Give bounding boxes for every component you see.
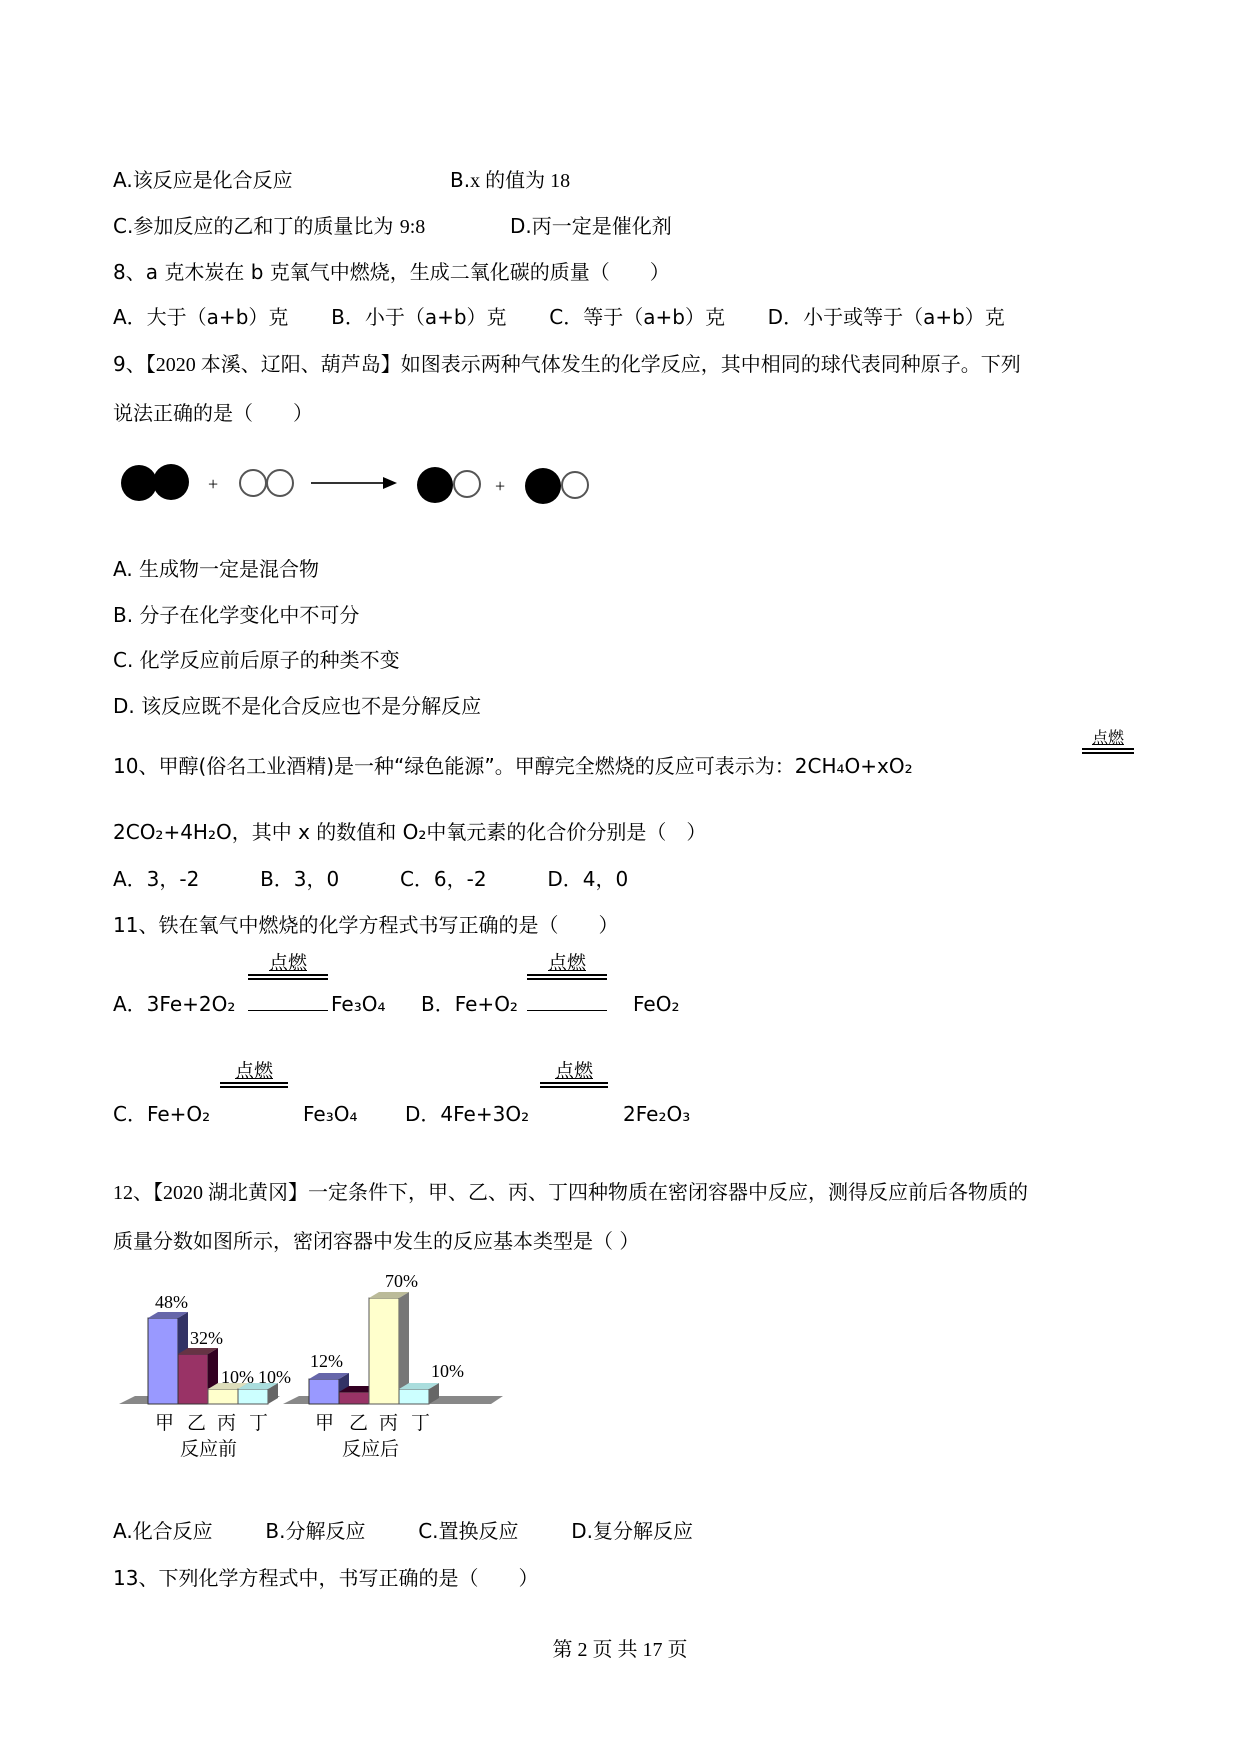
q8-option-d: D．小于或等于（a+b）克 bbox=[767, 305, 1005, 329]
category-label: 丁 bbox=[411, 1413, 431, 1434]
q8-option-a: A．大于（a+b）克 bbox=[113, 305, 289, 329]
q9-option-c: C. 化学反应前后原子的种类不变 bbox=[113, 648, 400, 672]
plus-sign: + bbox=[495, 476, 506, 496]
category-label: 丙 bbox=[379, 1413, 399, 1434]
q7-option-d: D.丙一定是催化剂 bbox=[510, 214, 672, 238]
q11-option-a-left: A．3Fe+2O₂ bbox=[113, 992, 236, 1016]
q7-option-a: A.该反应是化合反应 bbox=[113, 168, 293, 192]
white-atom bbox=[267, 470, 293, 496]
q11-option-b-product: FeO₂ bbox=[633, 992, 680, 1016]
value-label: 70% bbox=[385, 1271, 418, 1291]
q11-option-d-condition: 点燃 bbox=[540, 1060, 608, 1088]
q12-stem-line1: 12、【2020 湖北黄冈】一定条件下，甲、乙、丙、丁四种物质在密闭容器中反应，测得反应前后各物质的 bbox=[113, 1180, 1028, 1204]
q11-option-c-left: C．Fe+O₂ bbox=[113, 1102, 211, 1126]
molecule-reaction-diagram bbox=[113, 455, 593, 515]
value-label: 32% bbox=[190, 1328, 223, 1348]
q12-options bbox=[113, 1517, 693, 1545]
value-label: 10% bbox=[431, 1361, 464, 1381]
q8-options bbox=[113, 303, 1005, 331]
mass-fraction-bar-chart bbox=[115, 1262, 515, 1472]
q9-source: 【2020 本溪、辽阳、葫芦岛】 bbox=[145, 354, 401, 376]
q8-option-c: C．等于（a+b）克 bbox=[549, 305, 725, 329]
q11-option-d-left: D．4Fe+3O₂ bbox=[405, 1102, 530, 1126]
white-atom bbox=[454, 471, 480, 497]
q11-stem: 11、铁在氧气中燃烧的化学方程式书写正确的是（ ） bbox=[113, 913, 619, 937]
value-label: 48% bbox=[155, 1292, 188, 1312]
value-label: 10% bbox=[258, 1367, 291, 1387]
value-label: 12% bbox=[310, 1351, 343, 1371]
q10-option-b: B．3，0 bbox=[260, 867, 340, 891]
q10-condition: 点燃 bbox=[1082, 728, 1134, 754]
q9-stem-line1: 9、【2020 本溪、辽阳、葫芦岛】如图表示两种气体发生的化学反应，其中相同的球代表同种原子。下列 bbox=[113, 352, 1021, 376]
category-label: 甲 bbox=[155, 1413, 175, 1434]
black-atom bbox=[525, 468, 561, 504]
q9-option-a: A. 生成物一定是混合物 bbox=[113, 557, 320, 581]
category-label: 丙 bbox=[217, 1413, 237, 1434]
q11-option-c-product: Fe₃O₄ bbox=[303, 1102, 358, 1126]
q12-option-b: B.分解反应 bbox=[265, 1519, 366, 1543]
bars-after bbox=[309, 1292, 439, 1404]
white-atom bbox=[240, 470, 266, 496]
q12-option-a: A.化合反应 bbox=[113, 1519, 213, 1543]
q10-options bbox=[113, 865, 628, 893]
q9-option-d: D. 该反应既不是化合反应也不是分解反应 bbox=[113, 694, 482, 718]
q10-option-c: C．6，-2 bbox=[399, 867, 487, 891]
black-atom bbox=[153, 464, 189, 500]
category-label: 乙 bbox=[187, 1413, 207, 1434]
q12-option-d: D.复分解反应 bbox=[571, 1519, 694, 1543]
q8-stem: 8、a 克木炭在 b 克氧气中燃烧，生成二氧化碳的质量（ ） bbox=[113, 260, 670, 284]
q9-option-b: B. 分子在化学变化中不可分 bbox=[113, 603, 360, 627]
white-atom bbox=[562, 472, 588, 498]
q12-stem-line2: 质量分数如图所示，密闭容器中发生的反应基本类型是（ ） bbox=[113, 1229, 640, 1253]
black-atom bbox=[417, 467, 453, 503]
q11-option-b-condition: 点燃 bbox=[527, 952, 607, 1011]
value-label: 10% bbox=[221, 1367, 254, 1387]
q11-option-a-product: Fe₃O₄ bbox=[331, 992, 386, 1016]
black-atom bbox=[121, 465, 157, 501]
q10-stem: 10、甲醇(俗名工业酒精)是一种“绿色能源”。甲醇完全燃烧的反应可表示为：2CH₄O+xO₂ bbox=[113, 754, 913, 778]
series-label-before: 反应前 bbox=[180, 1439, 238, 1460]
q11-option-c-condition: 点燃 bbox=[220, 1060, 288, 1088]
q10-equation-right: 2CO₂+4H₂O，其中 x 的数值和 O₂中氧元素的化合价分别是（ ） bbox=[113, 820, 707, 844]
q11-option-b-left: B．Fe+O₂ bbox=[421, 992, 518, 1016]
q9-stem-line2: 说法正确的是（ ） bbox=[113, 401, 313, 425]
category-label: 丁 bbox=[249, 1413, 269, 1434]
category-label: 乙 bbox=[349, 1413, 369, 1434]
plus-sign: + bbox=[208, 474, 219, 494]
series-label-after: 反应后 bbox=[342, 1439, 400, 1460]
q7-option-c: C.参加反应的乙和丁的质量比为 9:8 bbox=[113, 214, 426, 238]
q10-option-d: D．4，0 bbox=[547, 867, 629, 891]
q11-option-d-product: 2Fe₂O₃ bbox=[623, 1102, 691, 1126]
q10-equation-left: 2CH₄O+xO₂ bbox=[794, 754, 913, 778]
q12-option-c: C.置换反应 bbox=[418, 1519, 519, 1543]
q12-source: 【2020 湖北黄冈】 bbox=[153, 1182, 308, 1204]
bars-before bbox=[148, 1312, 278, 1404]
q8-option-b: B．小于（a+b）克 bbox=[331, 305, 507, 329]
q13-stem: 13、下列化学方程式中，书写正确的是（ ） bbox=[113, 1566, 539, 1590]
q7-option-b: B.x 的值为 18 bbox=[450, 168, 571, 192]
page-footer: 第 2 页 共 17 页 bbox=[552, 1639, 688, 1661]
q10-option-a: A．3，-2 bbox=[113, 867, 200, 891]
q11-option-a-condition: 点燃 bbox=[248, 952, 328, 1011]
category-label: 甲 bbox=[315, 1413, 335, 1434]
